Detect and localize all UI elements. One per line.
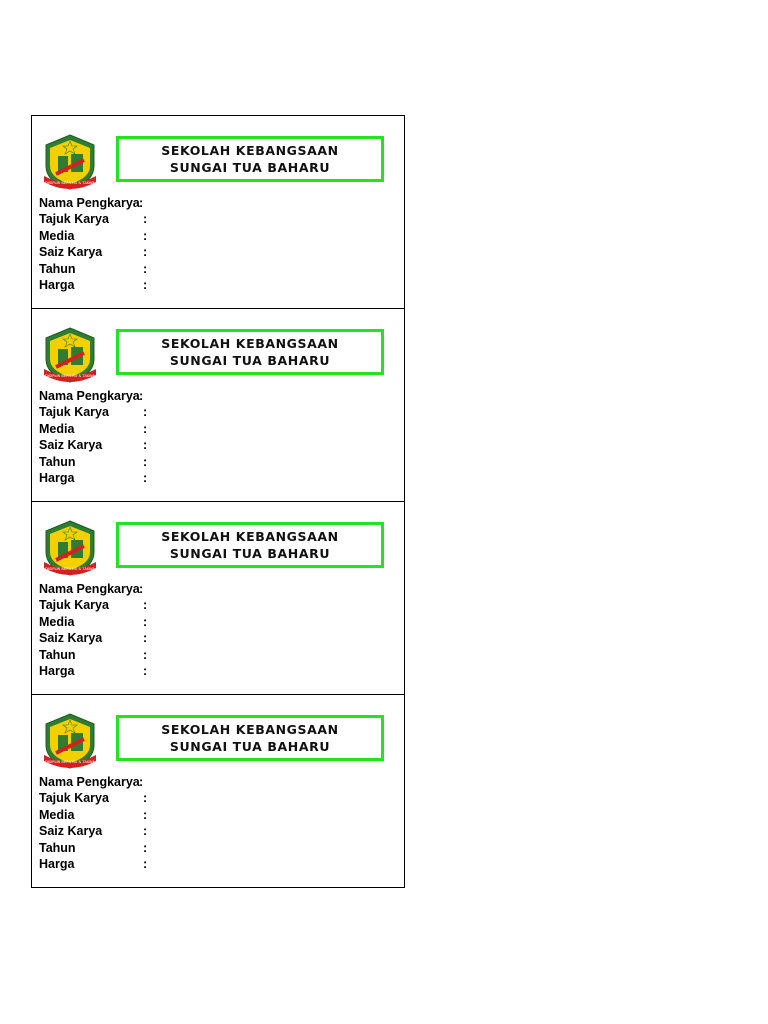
field-colon: : bbox=[143, 277, 148, 292]
field-colon: : bbox=[143, 824, 148, 839]
school-name-line2: SUNGAI TUA BAHARU bbox=[169, 546, 331, 561]
field-row bbox=[39, 840, 148, 856]
field-row bbox=[39, 470, 148, 486]
field-colon: : bbox=[143, 598, 148, 613]
field-colon: : bbox=[143, 647, 148, 662]
field-colon: : bbox=[139, 775, 144, 789]
school-name-box bbox=[116, 329, 384, 375]
field-row bbox=[39, 647, 148, 663]
school-crest-icon bbox=[40, 325, 100, 385]
field-label: Harga bbox=[39, 277, 75, 292]
field-label: Tahun bbox=[39, 261, 76, 276]
field-row bbox=[39, 211, 148, 227]
field-label: Media bbox=[39, 614, 75, 629]
field-colon: : bbox=[143, 663, 148, 678]
field-colon: : bbox=[143, 791, 148, 806]
field-label: Saiz Karya bbox=[39, 631, 103, 646]
field-row bbox=[39, 388, 143, 404]
field-colon: : bbox=[139, 389, 144, 403]
school-name-box bbox=[116, 715, 384, 761]
field-colon: : bbox=[143, 405, 148, 420]
field-label: Tahun bbox=[39, 840, 76, 855]
field-colon: : bbox=[143, 807, 148, 822]
field-colon: : bbox=[143, 614, 148, 629]
field-row bbox=[39, 581, 143, 597]
label-sheet bbox=[31, 115, 405, 888]
field-row bbox=[39, 774, 143, 790]
field-label: Nama Pengkarya bbox=[39, 775, 140, 789]
field-label: Tajuk Karya bbox=[39, 791, 109, 806]
field-row bbox=[39, 807, 148, 823]
field-label: Media bbox=[39, 228, 75, 243]
school-name-line1: SEKOLAH KEBANGSAAN bbox=[161, 722, 339, 737]
field-colon: : bbox=[143, 840, 148, 855]
school-name-line1: SEKOLAH KEBANGSAAN bbox=[161, 143, 339, 158]
school-name-box bbox=[116, 522, 384, 568]
field-colon: : bbox=[143, 454, 148, 469]
svg-text:DISIPLIN BERILMU & TAKWA: DISIPLIN BERILMU & TAKWA bbox=[45, 374, 95, 378]
label-card bbox=[32, 695, 404, 887]
school-name-line2: SUNGAI TUA BAHARU bbox=[169, 160, 331, 175]
field-label: Tahun bbox=[39, 454, 76, 469]
field-colon: : bbox=[143, 856, 148, 871]
school-name-box bbox=[116, 136, 384, 182]
school-crest-icon bbox=[40, 132, 100, 192]
field-label: Harga bbox=[39, 470, 75, 485]
field-colon: : bbox=[143, 245, 148, 260]
field-row bbox=[39, 663, 148, 679]
field-row bbox=[39, 790, 148, 806]
school-name-line2: SUNGAI TUA BAHARU bbox=[169, 353, 331, 368]
field-label: Tajuk Karya bbox=[39, 405, 109, 420]
svg-text:DISIPLIN BERILMU & TAKWA: DISIPLIN BERILMU & TAKWA bbox=[45, 567, 95, 571]
field-label: Media bbox=[39, 807, 75, 822]
field-row bbox=[39, 630, 148, 646]
field-label: Tahun bbox=[39, 647, 76, 662]
field-label: Saiz Karya bbox=[39, 824, 103, 839]
field-row bbox=[39, 437, 148, 453]
field-colon: : bbox=[143, 212, 148, 227]
field-label: Nama Pengkarya bbox=[39, 196, 140, 210]
label-card bbox=[32, 502, 404, 695]
field-label: Nama Pengkarya bbox=[39, 389, 140, 403]
field-row bbox=[39, 454, 148, 470]
svg-text:DISIPLIN BERILMU & TAKWA: DISIPLIN BERILMU & TAKWA bbox=[45, 760, 95, 764]
svg-text:DISIPLIN BERILMU & TAKWA: DISIPLIN BERILMU & TAKWA bbox=[45, 181, 95, 185]
field-label: Nama Pengkarya bbox=[39, 582, 140, 596]
field-label: Saiz Karya bbox=[39, 245, 103, 260]
field-row bbox=[39, 597, 148, 613]
field-colon: : bbox=[139, 196, 144, 210]
field-colon: : bbox=[139, 582, 144, 596]
field-colon: : bbox=[143, 438, 148, 453]
field-colon: : bbox=[143, 421, 148, 436]
school-name-line1: SEKOLAH KEBANGSAAN bbox=[161, 529, 339, 544]
field-colon: : bbox=[143, 261, 148, 276]
field-row bbox=[39, 244, 148, 260]
label-fields bbox=[39, 774, 148, 872]
label-fields bbox=[39, 195, 148, 293]
field-row bbox=[39, 823, 148, 839]
school-name-line1: SEKOLAH KEBANGSAAN bbox=[161, 336, 339, 351]
school-crest-icon bbox=[40, 518, 100, 578]
field-row bbox=[39, 228, 148, 244]
field-label: Tajuk Karya bbox=[39, 212, 109, 227]
field-label: Media bbox=[39, 421, 75, 436]
field-colon: : bbox=[143, 228, 148, 243]
label-card bbox=[32, 309, 404, 502]
field-label: Saiz Karya bbox=[39, 438, 103, 453]
field-label: Tajuk Karya bbox=[39, 598, 109, 613]
label-fields bbox=[39, 581, 148, 679]
field-row bbox=[39, 856, 148, 872]
label-fields bbox=[39, 388, 148, 486]
field-row bbox=[39, 261, 148, 277]
school-name-line2: SUNGAI TUA BAHARU bbox=[169, 739, 331, 754]
field-label: Harga bbox=[39, 856, 75, 871]
field-row bbox=[39, 195, 143, 211]
field-row bbox=[39, 404, 148, 420]
school-crest-icon bbox=[40, 711, 100, 771]
field-row bbox=[39, 421, 148, 437]
field-colon: : bbox=[143, 631, 148, 646]
field-colon: : bbox=[143, 470, 148, 485]
field-row bbox=[39, 277, 148, 293]
label-card bbox=[32, 116, 404, 309]
field-row bbox=[39, 614, 148, 630]
field-label: Harga bbox=[39, 663, 75, 678]
